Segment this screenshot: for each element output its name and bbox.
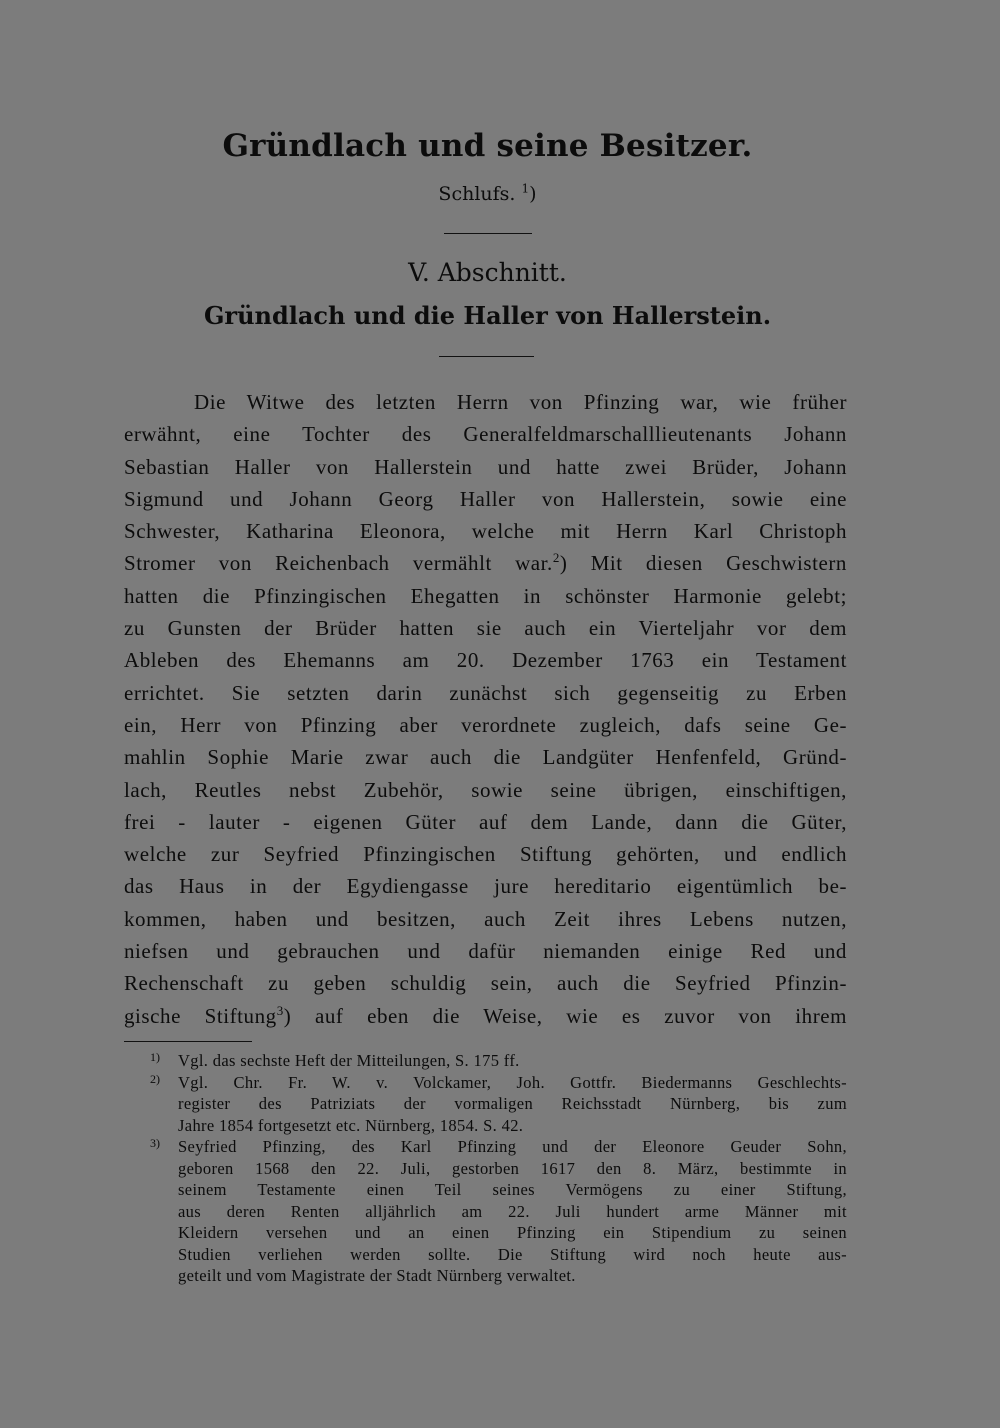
footnote-mark: 1) (150, 1050, 160, 1064)
body-line: niefsen und gebrauchen und dafür niemanden einige Red und (124, 939, 847, 964)
footnote-line: Seyfried Pfinzing, des Karl Pfinzing und der Eleonore Geuder Sohn, (178, 1137, 847, 1156)
section-title: Gründlach und die Haller von Hallerstein. (203, 301, 772, 330)
footnote-ref-3: 3 (276, 1002, 284, 1018)
title-divider (444, 233, 532, 234)
footnote-ref-1: 1 (521, 181, 530, 196)
body-paragraph (124, 386, 847, 1032)
article-title: Gründlach und seine Besitzer. (222, 128, 753, 164)
footnote-line: Studien verliehen werden sollte. Die Stiftung wird noch heute aus- (178, 1244, 847, 1264)
body-line-with-footnote (124, 547, 847, 579)
body-line: lach, Reutles nebst Zubehör, sowie seine übrigen, einschiftigen, (124, 777, 847, 802)
footnote-line: Vgl. das sechste Heft der Mitteilungen, S. 175 ff. (178, 1051, 520, 1070)
body-line-text: ) Mit diesen Geschwistern (559, 551, 847, 576)
footnote-line: register des Patriziats der vormaligen Reichsstadt Nürnberg, bis zum (178, 1094, 847, 1113)
body-line: welche zur Seyfried Pfinzingischen Stiftung gehörten, und endlich (124, 842, 847, 867)
body-line: errichtet. Sie setzten darin zunächst sich gegenseitig zu Erben (124, 680, 847, 705)
footnote-ref-3-close: ) (283, 1003, 292, 1028)
footnote-line: aus deren Renten alljährlich am 22. Juli hundert arme Männer mit (178, 1201, 847, 1221)
section-divider (439, 356, 534, 357)
body-line: mahlin Sophie Marie zwar auch die Landgüter Henfenfeld, Gründ- (124, 745, 847, 770)
footnote-2 (150, 1072, 847, 1137)
body-line: frei - lauter - eigenen Güter auf dem Lande, dann die Güter, (124, 809, 847, 834)
footnote-line: seinem Testamente einen Teil seines Vermögens zu einer Stiftung, (178, 1180, 847, 1199)
footnote-ref-1-close: ) (529, 183, 537, 205)
body-line: Ableben des Ehemanns am 20. Dezember 1763 ein Testament (124, 648, 847, 673)
body-line: Schwester, Katharina Eleonora, welche mit Herrn Karl Christoph (124, 519, 847, 544)
body-line-with-footnote (124, 1000, 847, 1032)
footnote-line: Vgl. Chr. Fr. W. v. Volckamer, Joh. Gottfr. Biedermanns Geschlechts- (178, 1072, 847, 1092)
body-line: erwähnt, eine Tochter des Generalfeldmarschalllieutenants Johann (124, 422, 847, 447)
body-line-text: Stromer von Reichenbach vermählt war. (124, 551, 553, 576)
footnote-ref-2: 2 (552, 550, 560, 566)
body-line: zu Gunsten der Brüder hatten sie auch ein Vierteljahr vor dem (124, 616, 847, 641)
body-line: hatten die Pfinzingischen Ehegatten in schönster Harmonie gelebt; (124, 583, 847, 608)
body-line-text: auf eben die Weise, wie es zuvor von ihrem (315, 1003, 847, 1028)
footnote-3 (150, 1136, 847, 1287)
body-line: das Haus in der Egydiengasse jure hereditario eigentümlich be- (124, 874, 847, 899)
section-number: V. Abschnitt. (408, 258, 567, 287)
footnote-divider (124, 1041, 252, 1042)
subtitle-text: Schlufs. (438, 183, 516, 205)
article-subtitle (0, 183, 975, 205)
footnote-1 (150, 1050, 847, 1072)
body-line: Rechenschaft zu geben schuldig sein, auch die Seyfried Pfinzin- (124, 971, 847, 996)
body-line: Sigmund und Johann Georg Haller von Hallerstein, sowie eine (124, 486, 847, 511)
footnote-line: geteilt und vom Magistrate der Stadt Nürnberg verwaltet. (178, 1266, 576, 1285)
body-line: kommen, haben und besitzen, auch Zeit ihres Lebens nutzen, (124, 906, 847, 931)
footnote-line: Kleidern versehen und an einen Pfinzing ein Stipendium zu seinen (178, 1223, 847, 1242)
footnote-line: geboren 1568 den 22. Juli, gestorben 1617 den 8. März, bestimmte in (178, 1158, 847, 1178)
footnote-line: Jahre 1854 fortgesetzt etc. Nürnberg, 1854. S. 42. (178, 1115, 524, 1135)
body-line-text: gische Stiftung (124, 1003, 277, 1028)
footnote-mark: 2) (150, 1071, 160, 1086)
footnote-mark: 3) (150, 1136, 160, 1150)
body-line: ein, Herr von Pfinzing aber verordnete zugleich, dafs seine Ge- (124, 712, 847, 737)
footnotes (150, 1050, 847, 1287)
body-line: Sebastian Haller von Hallerstein und hatte zwei Brüder, Johann (124, 454, 847, 479)
body-line: Die Witwe des letzten Herrn von Pfinzing war, wie früher (194, 390, 847, 414)
